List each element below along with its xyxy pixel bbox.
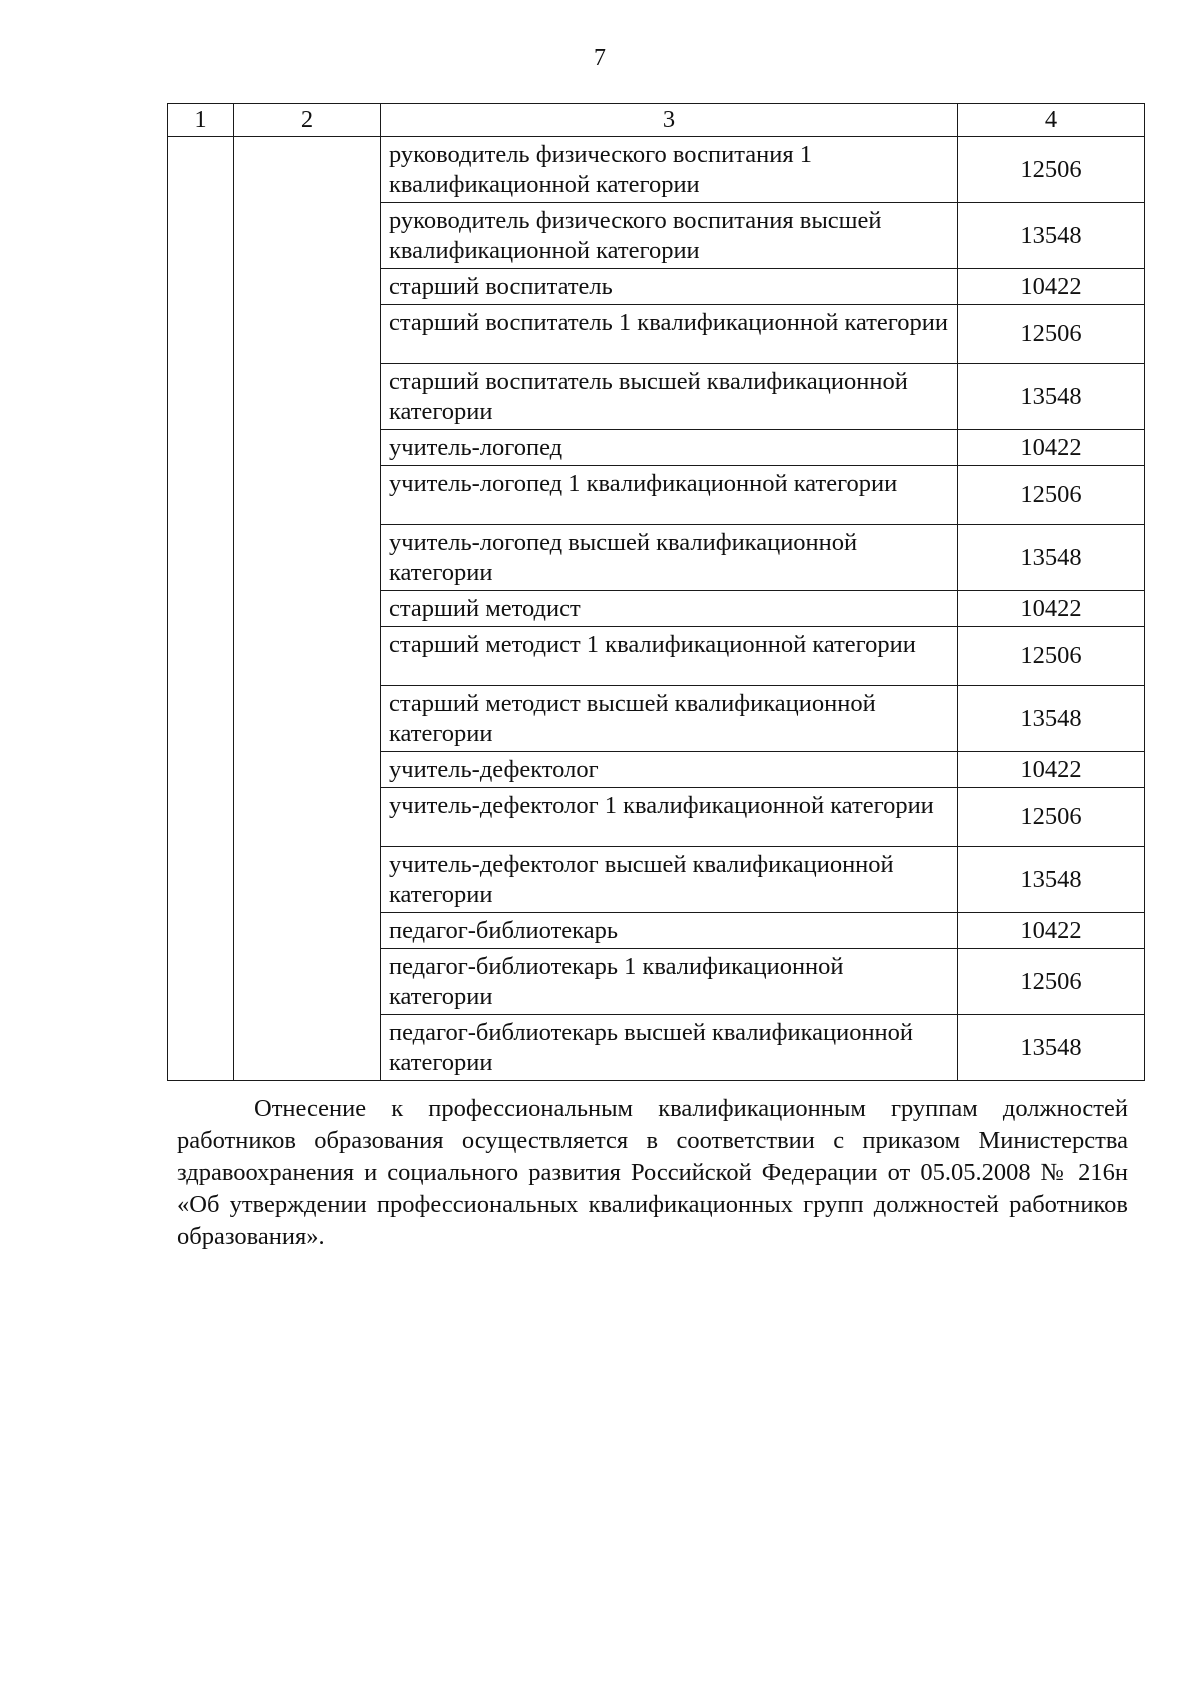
position-name-cell: учитель-логопед высшей квалификационной категории — [381, 525, 958, 591]
position-name-cell: старший методист 1 квалификационной категории — [381, 627, 958, 686]
salary-value-cell: 13548 — [958, 1015, 1145, 1081]
salary-value-cell: 12506 — [958, 305, 1145, 364]
position-name-cell: старший методист — [381, 591, 958, 627]
salary-value-cell: 13548 — [958, 686, 1145, 752]
position-name-cell: руководитель физического воспитания 1 квалификационной категории — [381, 137, 958, 203]
salary-value-cell: 12506 — [958, 788, 1145, 847]
salary-value-cell: 12506 — [958, 137, 1145, 203]
reference-paragraph: Отнесение к профессиональным квалификационным группам должностей работников образования осуществляется в соответствии с приказом Министерства здравоохранения и социального развития Российской Федерации от 05.05.2008 № 216н «Об утверждении профессиональных квалификационных групп должностей работников образования». — [177, 1095, 1128, 1250]
salary-value-cell: 12506 — [958, 627, 1145, 686]
position-name-cell: учитель-дефектолог — [381, 752, 958, 788]
position-name-cell: старший воспитатель 1 квалификационной категории — [381, 305, 958, 364]
column-header-1: 1 — [168, 104, 234, 137]
page-number: 7 — [594, 45, 606, 71]
position-name-cell: педагог-библиотекарь высшей квалификационной категории — [381, 1015, 958, 1081]
salary-value-cell: 13548 — [958, 203, 1145, 269]
salary-value-cell: 13548 — [958, 364, 1145, 430]
position-name-cell: учитель-дефектолог 1 квалификационной категории — [381, 788, 958, 847]
salary-value-cell: 13548 — [958, 525, 1145, 591]
position-name-cell: учитель-дефектолог высшей квалификационной категории — [381, 847, 958, 913]
salary-value-cell: 10422 — [958, 269, 1145, 305]
salary-value-cell: 12506 — [958, 949, 1145, 1015]
qualification-salary-table — [167, 103, 1145, 1081]
position-name-cell: учитель-логопед — [381, 430, 958, 466]
column-header-4: 4 — [958, 104, 1145, 137]
position-name-cell: педагог-библиотекарь — [381, 913, 958, 949]
salary-value-cell: 10422 — [958, 752, 1145, 788]
table-body — [168, 137, 1145, 1081]
position-name-cell: старший методист высшей квалификационной категории — [381, 686, 958, 752]
salary-value-cell: 12506 — [958, 466, 1145, 525]
table-row — [168, 137, 1145, 203]
salary-value-cell: 13548 — [958, 847, 1145, 913]
position-name-cell: педагог-библиотекарь 1 квалификационной категории — [381, 949, 958, 1015]
column-header-2: 2 — [234, 104, 381, 137]
position-name-cell: старший воспитатель — [381, 269, 958, 305]
salary-value-cell: 10422 — [958, 913, 1145, 949]
salary-value-cell: 10422 — [958, 430, 1145, 466]
column-2-cell — [234, 137, 381, 1081]
position-name-cell: руководитель физического воспитания высшей квалификационной категории — [381, 203, 958, 269]
position-name-cell: старший воспитатель высшей квалификационной категории — [381, 364, 958, 430]
table-header-row — [168, 104, 1145, 137]
position-name-cell: учитель-логопед 1 квалификационной категории — [381, 466, 958, 525]
salary-value-cell: 10422 — [958, 591, 1145, 627]
column-1-cell — [168, 137, 234, 1081]
column-header-3: 3 — [381, 104, 958, 137]
